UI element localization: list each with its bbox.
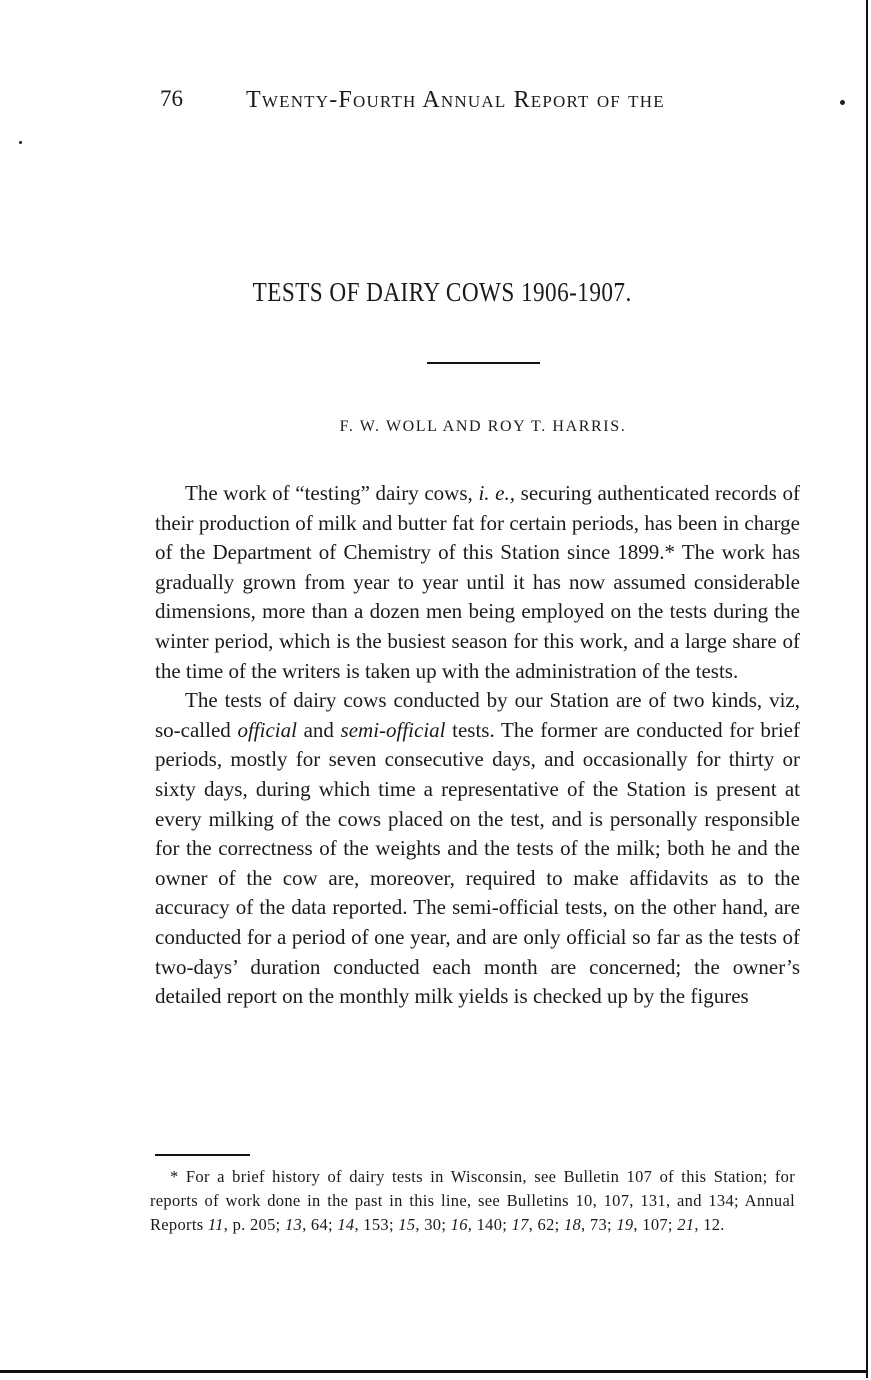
report-number: 11 [207,1215,224,1235]
report-number: 21 [677,1215,695,1235]
footnote-part: , 73; [581,1215,617,1235]
paragraph-text: tests. The former are conducted for brief periods, mostly for seven consecutive days, and occasionally for thirty or sixty days, during which time a representative of the Station is present at every milking of the cows placed on the test, and is personally responsible for the correctness of the weights and the tests of the milk; both he and the owner of the cow are, moreover, required to make affidavits as to the accuracy of the data reported. The semi-official tests, on the other hand, are conducted for a period of one year, and are only official so far as the tests of two-days’ duration conducted each month are concerned; the owner’s detailed report on the monthly milk yields is checked up by the figures [155,717,800,1009]
report-number: 19 [616,1215,634,1235]
article-body [155,479,800,1012]
footnote-lead: * For a brief history of dairy tests in Wisconsin, see Bulletin 107 of this Station; for reports of work done in the past in this line, see Bulletins 10, 107, 131, and 134; Annual Reports [150,1167,795,1235]
report-number: 14 [337,1215,355,1235]
title-divider [427,362,540,364]
article-title: TESTS OF DAIRY COWS 1906-1907. [252,277,632,307]
running-head [160,82,780,116]
report-number: 18 [563,1215,582,1235]
italic-text: semi-official [340,717,446,742]
paragraph [155,479,800,686]
footnote-part: , 62; [528,1215,564,1235]
page-edge-bottom [0,1370,868,1373]
footnote [150,1165,795,1238]
report-number: 16 [450,1215,468,1235]
footnote-part: , 153; [354,1215,399,1235]
footnote-part: , p. 205; [223,1215,285,1235]
paragraph-text: and [296,717,341,742]
footnote-part: , 30; [415,1215,451,1235]
footnote-part: , 12. [694,1215,725,1235]
ink-speck [19,141,22,144]
footnote-part: , 107; [633,1215,678,1235]
paragraph [155,686,800,1012]
footnote-part: , 140; [467,1215,512,1235]
ink-speck [840,100,845,105]
footnote-part: , 64; [302,1215,338,1235]
paragraph-text: securing authenticated records of their production of milk and butter fat for certain periods, has been in charge of the Department of Chemistry of this Station since 1899.* The work has gradually grown from year to year until it has now assumed considerable dimensions, more than a dozen men being employed on the tests during the winter period, which is the busiest season for this work, and a large share of the time of the writers is taken up with the administration of the tests. [155,481,800,683]
italic-text: official [237,717,297,742]
running-title: Twenty-Fourth Annual Report of the [246,87,665,113]
page-edge-right [866,0,868,1378]
paragraph-text: The work of “testing” dairy cows, [185,481,479,505]
italic-text: i. e., [478,481,515,505]
footnote-text [150,1165,795,1238]
paragraph-text: The tests of dairy cows conducted by our Station are of two kinds, viz, so-called [155,688,800,742]
article-authors: F. W. WOLL AND ROY T. HARRIS. [339,418,627,435]
page-number: 76 [160,86,183,111]
report-number: 13 [284,1215,303,1235]
report-number: 15 [398,1215,416,1235]
footnote-rule [155,1154,250,1156]
report-number: 17 [511,1215,529,1235]
